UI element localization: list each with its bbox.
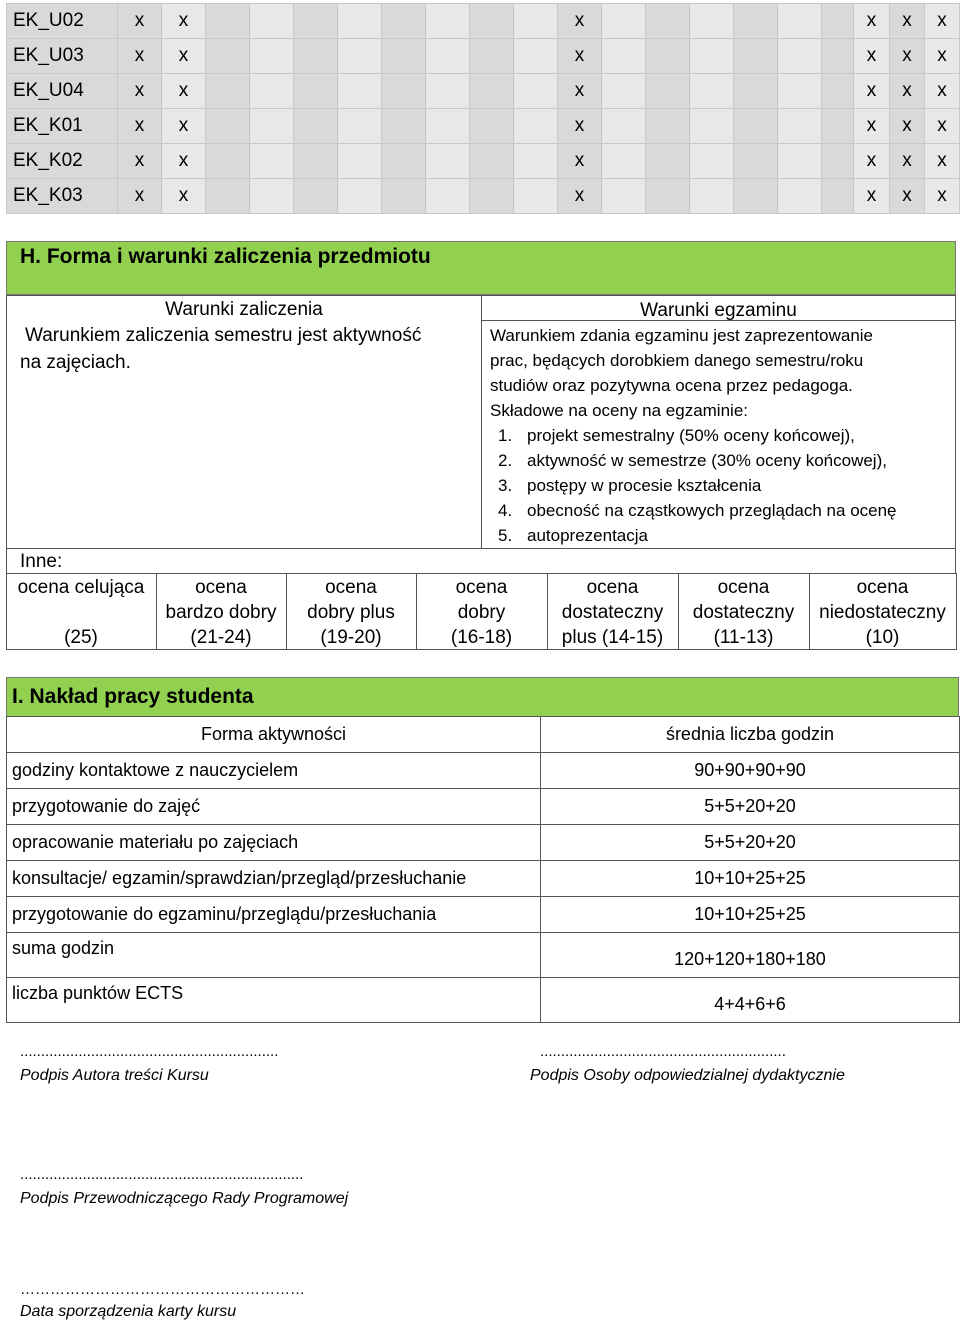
matrix-row [7, 109, 960, 144]
matrix-cell [470, 39, 514, 74]
matrix-cell [206, 109, 250, 144]
matrix-cell [778, 4, 822, 39]
matrix-cell: x [118, 144, 162, 179]
matrix-cell [382, 39, 426, 74]
matrix-cell [822, 39, 854, 74]
grade-text: ocena [856, 577, 909, 598]
matrix-cell [690, 109, 734, 144]
matrix-cell [338, 179, 382, 214]
workload-hours: 90+90+90+90 [541, 753, 960, 789]
matrix-cell [426, 179, 470, 214]
grade-text: (10) [865, 627, 900, 648]
matrix-cell: x [558, 74, 602, 109]
list-item: projekt semestralny (50% oceny końcowej), [527, 426, 855, 445]
matrix-cell [426, 39, 470, 74]
matrix-cell [470, 144, 514, 179]
grade-text: ocena [325, 577, 377, 598]
matrix-cell: x [925, 4, 960, 39]
list-item: aktywność w semestrze (30% oceny końcowej), [527, 451, 887, 470]
matrix-cell: x [162, 74, 206, 109]
signature-date-label: Data sporządzenia karty kursu [20, 1303, 237, 1320]
matrix-cell: x [118, 4, 162, 39]
matrix-cell: x [558, 39, 602, 74]
grade-text: ocena [586, 577, 639, 598]
matrix-cell: x [890, 144, 925, 179]
outcome-code: EK_U03 [7, 39, 118, 74]
matrix-cell: x [118, 74, 162, 109]
section-i-title: I. Nakład pracy studenta [12, 685, 254, 708]
matrix-cell [514, 74, 558, 109]
matrix-cell [734, 179, 778, 214]
workload-col-activity: Forma aktywności [7, 717, 541, 753]
section-h-title: H. Forma i warunki zaliczenia przedmiotu [20, 245, 431, 268]
matrix-cell [382, 74, 426, 109]
matrix-cell [602, 179, 646, 214]
matrix-cell: x [925, 179, 960, 214]
matrix-cell [250, 179, 294, 214]
outcome-code: EK_K02 [7, 144, 118, 179]
matrix-cell: x [854, 179, 890, 214]
matrix-cell [690, 39, 734, 74]
matrix-cell [646, 179, 690, 214]
matrix-cell: x [925, 74, 960, 109]
matrix-cell [470, 4, 514, 39]
workload-col-hours: średnia liczba godzin [541, 717, 960, 753]
matrix-cell: x [890, 179, 925, 214]
workload-activity: liczba punktów ECTS [7, 978, 541, 1023]
outcome-code: EK_U02 [7, 4, 118, 39]
learning-outcomes-matrix [6, 3, 960, 214]
grade-text: (19-20) [320, 627, 382, 648]
matrix-cell: x [925, 109, 960, 144]
matrix-cell: x [558, 144, 602, 179]
workload-hours: 10+10+25+25 [541, 861, 960, 897]
outcome-code: EK_K01 [7, 109, 118, 144]
matrix-cell [250, 144, 294, 179]
matrix-cell [646, 39, 690, 74]
matrix-row [7, 144, 960, 179]
signature-line-date: ………………………………………………… [20, 1281, 305, 1298]
matrix-cell [382, 4, 426, 39]
grade-text: ocena [717, 577, 770, 598]
credit-conditions-text-2: na zajęciach. [20, 352, 131, 373]
matrix-cell [338, 144, 382, 179]
matrix-cell [426, 74, 470, 109]
grade-text: (16-18) [450, 627, 513, 648]
matrix-cell: x [118, 179, 162, 214]
workload-activity: opracowanie materiału po zajęciach [7, 825, 541, 861]
matrix-row [7, 4, 960, 39]
grade-text: dobry [457, 602, 506, 623]
workload-activity: konsultacje/ egzamin/sprawdzian/przegląd/przesłuchanie [7, 861, 541, 897]
matrix-cell [690, 179, 734, 214]
matrix-cell [206, 74, 250, 109]
matrix-cell [250, 74, 294, 109]
matrix-cell [514, 179, 558, 214]
list-item: obecność na cząstkowych przeglądach na ocenę [527, 501, 897, 520]
matrix-cell [338, 74, 382, 109]
matrix-cell [338, 109, 382, 144]
workload-row [7, 861, 960, 897]
matrix-cell [734, 39, 778, 74]
matrix-cell [470, 109, 514, 144]
grade-text: dostateczny [561, 602, 664, 623]
matrix-cell [822, 74, 854, 109]
list-item-number: 4. [498, 501, 513, 520]
list-item-number: 3. [498, 476, 513, 495]
matrix-cell [602, 39, 646, 74]
signature-didactic-label: Podpis Osoby odpowiedzialnej dydaktycznie [530, 1067, 845, 1084]
matrix-cell [690, 144, 734, 179]
list-item: postępy w procesie kształcenia [527, 476, 762, 495]
workload-hours: 5+5+20+20 [541, 789, 960, 825]
workload-hours: 120+120+180+180 [541, 933, 960, 978]
matrix-cell [338, 39, 382, 74]
matrix-cell [734, 109, 778, 144]
matrix-cell [206, 39, 250, 74]
workload-hours: 10+10+25+25 [541, 897, 960, 933]
matrix-cell: x [162, 144, 206, 179]
workload-activity: przygotowanie do egzaminu/przeglądu/przesłuchania [7, 897, 541, 933]
grade-text: (25) [64, 627, 98, 648]
matrix-cell [426, 144, 470, 179]
list-item-number: 1. [498, 426, 513, 445]
grade-text: dostateczny [692, 602, 795, 623]
grade-text: dobry plus [307, 602, 395, 623]
matrix-cell: x [854, 4, 890, 39]
matrix-cell: x [118, 39, 162, 74]
signature-author-label: Podpis Autora treści Kursu [20, 1067, 209, 1084]
matrix-cell [294, 39, 338, 74]
exam-conditions-title: Warunki egzaminu [640, 300, 797, 321]
matrix-cell: x [118, 109, 162, 144]
signature-council-label: Podpis Przewodniczącego Rady Programowej [20, 1190, 349, 1207]
matrix-cell [778, 74, 822, 109]
matrix-cell: x [890, 39, 925, 74]
workload-table [6, 716, 960, 1023]
credit-conditions-text-1: Warunkiem zaliczenia semestru jest aktywność [25, 325, 422, 346]
matrix-cell [822, 109, 854, 144]
matrix-cell [338, 4, 382, 39]
workload-activity: przygotowanie do zajęć [7, 789, 541, 825]
matrix-cell [206, 144, 250, 179]
workload-row [7, 978, 960, 1023]
matrix-cell [514, 4, 558, 39]
matrix-cell: x [925, 39, 960, 74]
other-label: Inne: [20, 551, 63, 572]
section-i-header [6, 677, 959, 717]
workload-activity: suma godzin [7, 933, 541, 978]
matrix-cell [646, 144, 690, 179]
matrix-cell: x [558, 109, 602, 144]
grade-text: (11-13) [713, 627, 774, 648]
matrix-cell: x [162, 39, 206, 74]
matrix-cell [382, 109, 426, 144]
grade-text: ocena celująca [17, 577, 145, 598]
matrix-cell [646, 109, 690, 144]
workload-hours: 5+5+20+20 [541, 825, 960, 861]
list-item-number: 5. [498, 526, 513, 545]
matrix-cell [734, 4, 778, 39]
matrix-cell [514, 39, 558, 74]
matrix-row [7, 39, 960, 74]
exam-conditions-line: Składowe na oceny na egzaminie: [490, 401, 748, 420]
matrix-cell [822, 4, 854, 39]
outcome-code: EK_K03 [7, 179, 118, 214]
matrix-cell: x [162, 4, 206, 39]
signature-line-didactic: ........................................................... [540, 1043, 786, 1060]
matrix-cell [294, 179, 338, 214]
grade-text: ocena [455, 577, 508, 598]
matrix-cell [778, 39, 822, 74]
matrix-cell: x [162, 109, 206, 144]
matrix-cell [514, 109, 558, 144]
workload-header-row [7, 717, 960, 753]
matrix-cell [294, 74, 338, 109]
matrix-cell [690, 4, 734, 39]
matrix-cell [294, 4, 338, 39]
matrix-cell [646, 4, 690, 39]
matrix-cell: x [890, 74, 925, 109]
matrix-cell [382, 179, 426, 214]
matrix-cell [294, 144, 338, 179]
matrix-cell [426, 4, 470, 39]
workload-row [7, 753, 960, 789]
matrix-cell [382, 144, 426, 179]
matrix-cell: x [558, 179, 602, 214]
matrix-cell [426, 109, 470, 144]
workload-row [7, 789, 960, 825]
outcome-code: EK_U04 [7, 74, 118, 109]
grade-text: ocena [195, 577, 247, 598]
matrix-cell [250, 39, 294, 74]
matrix-cell: x [854, 74, 890, 109]
section-h-header [6, 241, 956, 295]
exam-conditions-line: studiów oraz pozytywna ocena przez pedagoga. [490, 376, 853, 395]
matrix-cell [294, 109, 338, 144]
matrix-cell [734, 144, 778, 179]
matrix-cell [822, 144, 854, 179]
matrix-cell [646, 74, 690, 109]
workload-row [7, 825, 960, 861]
matrix-row [7, 179, 960, 214]
matrix-cell: x [925, 144, 960, 179]
matrix-cell: x [854, 39, 890, 74]
matrix-cell [514, 144, 558, 179]
matrix-cell [250, 4, 294, 39]
credit-conditions-title: Warunki zaliczenia [165, 299, 323, 320]
signature-line-council: .................................................................... [20, 1166, 304, 1183]
grade-text: plus (14-15) [561, 627, 664, 648]
signature-line-author: .............................................................. [20, 1043, 279, 1060]
grade-text: niedostateczny [819, 602, 946, 623]
matrix-cell [250, 109, 294, 144]
matrix-cell [734, 74, 778, 109]
exam-conditions-line: prac, będących dorobkiem danego semestru/roku [490, 351, 864, 370]
exam-conditions-line: Warunkiem zdania egzaminu jest zaprezentowanie [490, 326, 874, 345]
matrix-cell: x [854, 144, 890, 179]
matrix-row [7, 74, 960, 109]
matrix-cell: x [162, 179, 206, 214]
grade-text: bardzo dobry [165, 602, 277, 623]
matrix-cell [206, 179, 250, 214]
matrix-cell [470, 179, 514, 214]
matrix-cell [778, 109, 822, 144]
workload-row [7, 933, 960, 978]
matrix-cell: x [890, 4, 925, 39]
workload-activity: godziny kontaktowe z nauczycielem [7, 753, 541, 789]
matrix-cell [778, 144, 822, 179]
matrix-cell [822, 179, 854, 214]
matrix-cell: x [558, 4, 602, 39]
matrix-cell [602, 74, 646, 109]
matrix-cell [470, 74, 514, 109]
list-item: autoprezentacja [527, 526, 648, 545]
workload-row [7, 897, 960, 933]
matrix-cell [778, 179, 822, 214]
workload-hours: 4+4+6+6 [541, 978, 960, 1023]
list-item-number: 2. [498, 451, 513, 470]
matrix-cell [602, 109, 646, 144]
matrix-cell [602, 4, 646, 39]
matrix-cell: x [854, 109, 890, 144]
other-row [6, 548, 956, 574]
matrix-cell: x [890, 109, 925, 144]
matrix-cell [690, 74, 734, 109]
grade-text: (21-24) [190, 627, 252, 648]
matrix-cell [206, 4, 250, 39]
matrix-cell [602, 144, 646, 179]
